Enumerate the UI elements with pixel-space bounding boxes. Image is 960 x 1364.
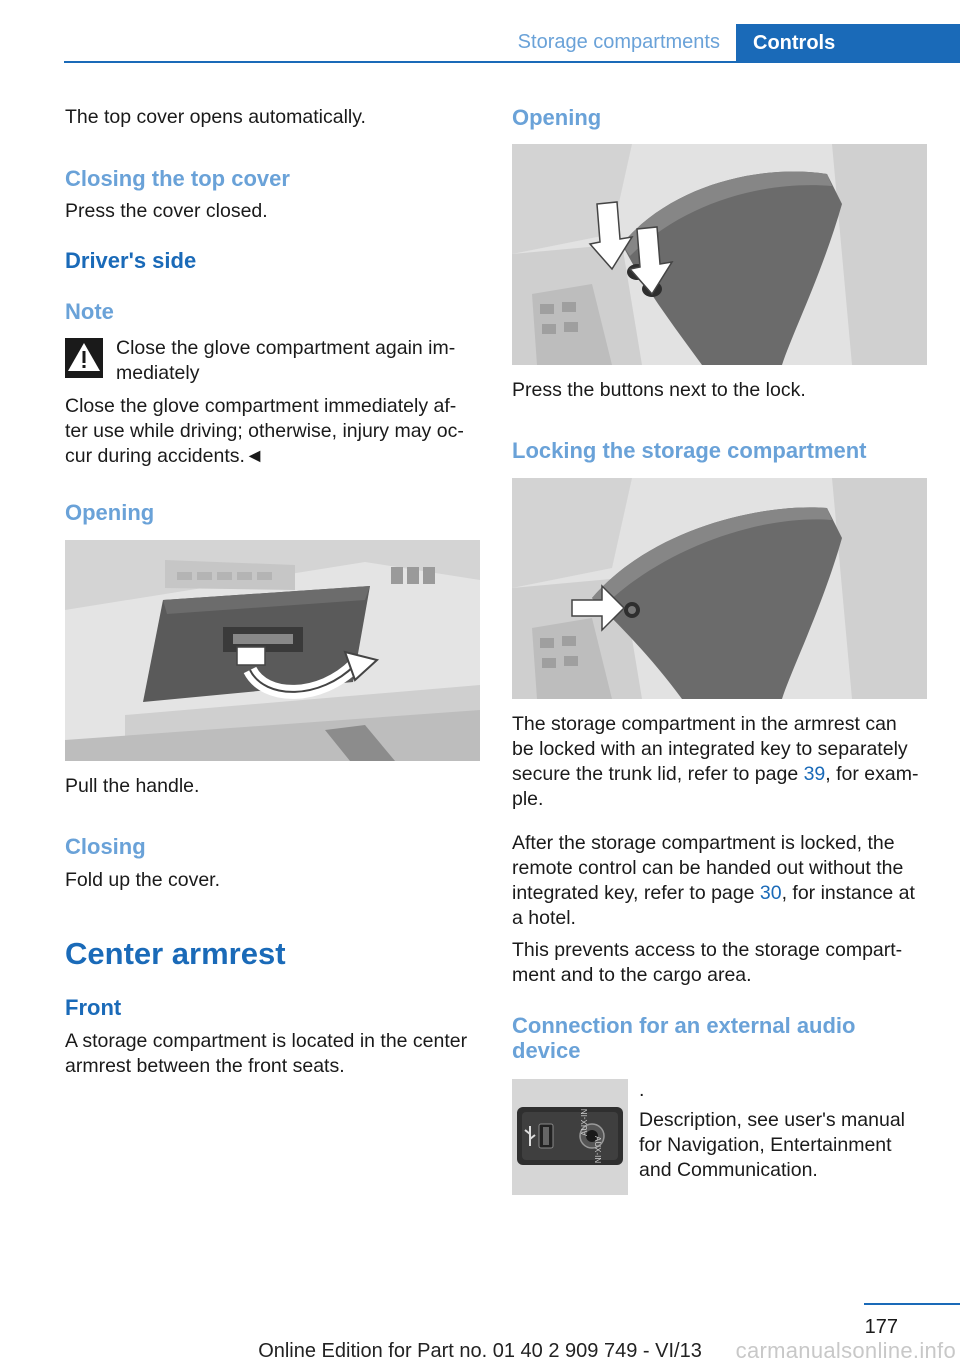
heading-opening-glove: Opening (65, 500, 155, 525)
lock-line-3-text-b: , for exam- (825, 763, 919, 785)
heading-center-armrest: Center armrest (65, 936, 286, 971)
paragraph-front-line-2: armrest between the front seats. (65, 1055, 345, 1077)
warning-icon (65, 338, 103, 378)
heading-note: Note (65, 299, 114, 324)
heading-connection-line-2: device (512, 1038, 581, 1063)
warning-title-line-2: mediately (116, 362, 200, 384)
paragraph-after-line-1: After the storage compartment is locked, the (512, 832, 895, 854)
heading-drivers-side: Driver's side (65, 248, 197, 273)
link-page-39[interactable]: 39 (803, 763, 826, 785)
watermark: carmanualsonline.info (735, 1338, 956, 1363)
paragraph-dot: . (639, 1079, 645, 1101)
paragraph-pull-handle: Pull the handle. (65, 775, 200, 797)
paragraph-prevents-line-2: ment and to the cargo area. (512, 964, 752, 986)
paragraph-after-line-4: a hotel. (512, 907, 576, 929)
heading-connection-line-1: Connection for an external audio (512, 1013, 856, 1038)
heading-closing-top-cover: Closing the top cover (65, 166, 290, 191)
heading-closing: Closing (65, 834, 146, 859)
header-rule (64, 61, 960, 63)
paragraph-lock-line-3 (512, 762, 918, 787)
paragraph-after-line-3 (512, 881, 915, 906)
heading-locking: Locking the storage compartment (512, 438, 867, 463)
after-line-3-text-a: integrated key, refer to page (512, 882, 760, 904)
paragraph-prevents-line-1: This prevents access to the storage compart- (512, 939, 903, 961)
link-page-30[interactable]: 30 (759, 882, 782, 904)
glove-compartment-image (65, 540, 480, 761)
heading-front: Front (65, 995, 122, 1020)
paragraph-after-line-2: remote control can be handed out without the (512, 857, 904, 879)
paragraph-lock-line-2: be locked with an integrated key to separately (512, 738, 908, 760)
header-section-title: Storage compartments (517, 31, 720, 53)
paragraph-desc-line-2: for Navigation, Entertainment (639, 1134, 892, 1156)
paragraph-desc-line-3: and Communication. (639, 1159, 818, 1181)
paragraph-lock-line-4: ple. (512, 788, 544, 810)
paragraph-top-cover: The top cover opens automatically. (65, 106, 366, 128)
warning-body-line-2: ter use while driving; otherwise, injury may oc- (65, 420, 464, 442)
paragraph-lock-line-1: The storage compartment in the armrest can (512, 713, 897, 735)
paragraph-press-cover: Press the cover closed. (65, 200, 268, 222)
header-tab-controls[interactable]: Controls (736, 24, 960, 62)
warning-body-line-1: Close the glove compartment immediately af- (65, 395, 457, 417)
aux-in-label-left: AUX-IN (580, 1108, 589, 1136)
usb-aux-port-image (512, 1079, 628, 1195)
after-line-3-text-b: , for instance at (781, 882, 915, 904)
armrest-locking-image (512, 478, 927, 699)
paragraph-press-buttons: Press the buttons next to the lock. (512, 379, 806, 401)
aux-in-label-right: AUX-IN (593, 1136, 602, 1164)
paragraph-desc-line-1: Description, see user's manual (639, 1109, 906, 1131)
warning-body-line-3: cur during accidents.◄ (65, 445, 265, 467)
paragraph-fold-up: Fold up the cover. (65, 869, 221, 891)
footer-rule (864, 1303, 960, 1305)
warning-title-line-1: Close the glove compartment again im- (116, 337, 456, 359)
paragraph-front-line-1: A storage compartment is located in the center (65, 1030, 468, 1052)
footer-edition: Online Edition for Part no. 01 40 2 909 749 - VI/13 (258, 1340, 702, 1362)
lock-line-3-text-a: secure the trunk lid, refer to page (512, 763, 804, 785)
armrest-opening-image (512, 144, 927, 365)
heading-opening-armrest: Opening (512, 105, 602, 130)
page-number: 177 (864, 1316, 898, 1338)
